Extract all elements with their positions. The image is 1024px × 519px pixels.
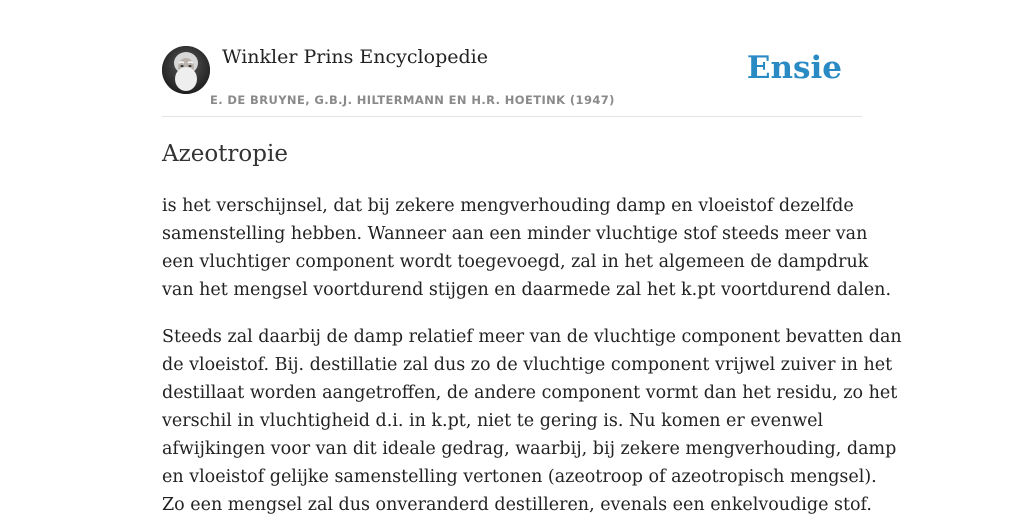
paragraph-2 bbox=[162, 323, 902, 519]
page-container bbox=[162, 0, 902, 519]
authors-line: E. DE BRUYNE, G.B.J. HILTERMANN EN H.R. HOETINK (1947) bbox=[210, 93, 615, 107]
text-line: van het mengsel voortdurend stijgen en daarmede zal het k.pt voortdurend dalen. bbox=[162, 280, 892, 300]
encyclopedia-title[interactable]: Winkler Prins Encyclopedie bbox=[222, 46, 488, 68]
ensie-logo[interactable]: Ensie bbox=[746, 50, 842, 86]
text-line: Zo een mengsel zal dus onveranderd destilleren, evenals een enkelvoudige stof. bbox=[162, 495, 872, 515]
text-line: is het verschijnsel, dat bij zekere mengverhouding damp en vloeistof dezelfde bbox=[162, 196, 854, 216]
text-line: Steeds zal daarbij de damp relatief meer van de vluchtige component bevatten dan bbox=[162, 327, 902, 347]
text-line: verschil in vluchtigheid d.i. in k.pt, niet te gering is. Nu komen er evenwel bbox=[162, 411, 824, 431]
text-line: een vluchtiger component wordt toegevoegd, zal in het algemeen de dampdruk bbox=[162, 252, 869, 272]
author-portrait-icon bbox=[162, 46, 210, 94]
entry-title: Azeotropie bbox=[162, 141, 288, 167]
entry-body bbox=[162, 192, 902, 519]
text-line: samenstelling hebben. Wanneer aan een minder vluchtige stof steeds meer van bbox=[162, 224, 868, 244]
paragraph-1 bbox=[162, 192, 892, 304]
text-line: de vloeistof. Bij. destillatie zal dus zo de vluchtige component vrijwel zuiver in het bbox=[162, 355, 893, 375]
text-line: en vloeistof gelijke samenstelling vertonen (azeotroop of azeotropisch mengsel). bbox=[162, 467, 877, 487]
text-line: destillaat worden aangetroffen, de andere component vormt dan het residu, zo het bbox=[162, 383, 898, 403]
author-avatar[interactable] bbox=[162, 46, 210, 94]
page-header bbox=[162, 0, 862, 117]
text-line: afwijkingen voor van dit ideale gedrag, waarbij, bij zekere mengverhouding, damp bbox=[162, 439, 897, 459]
